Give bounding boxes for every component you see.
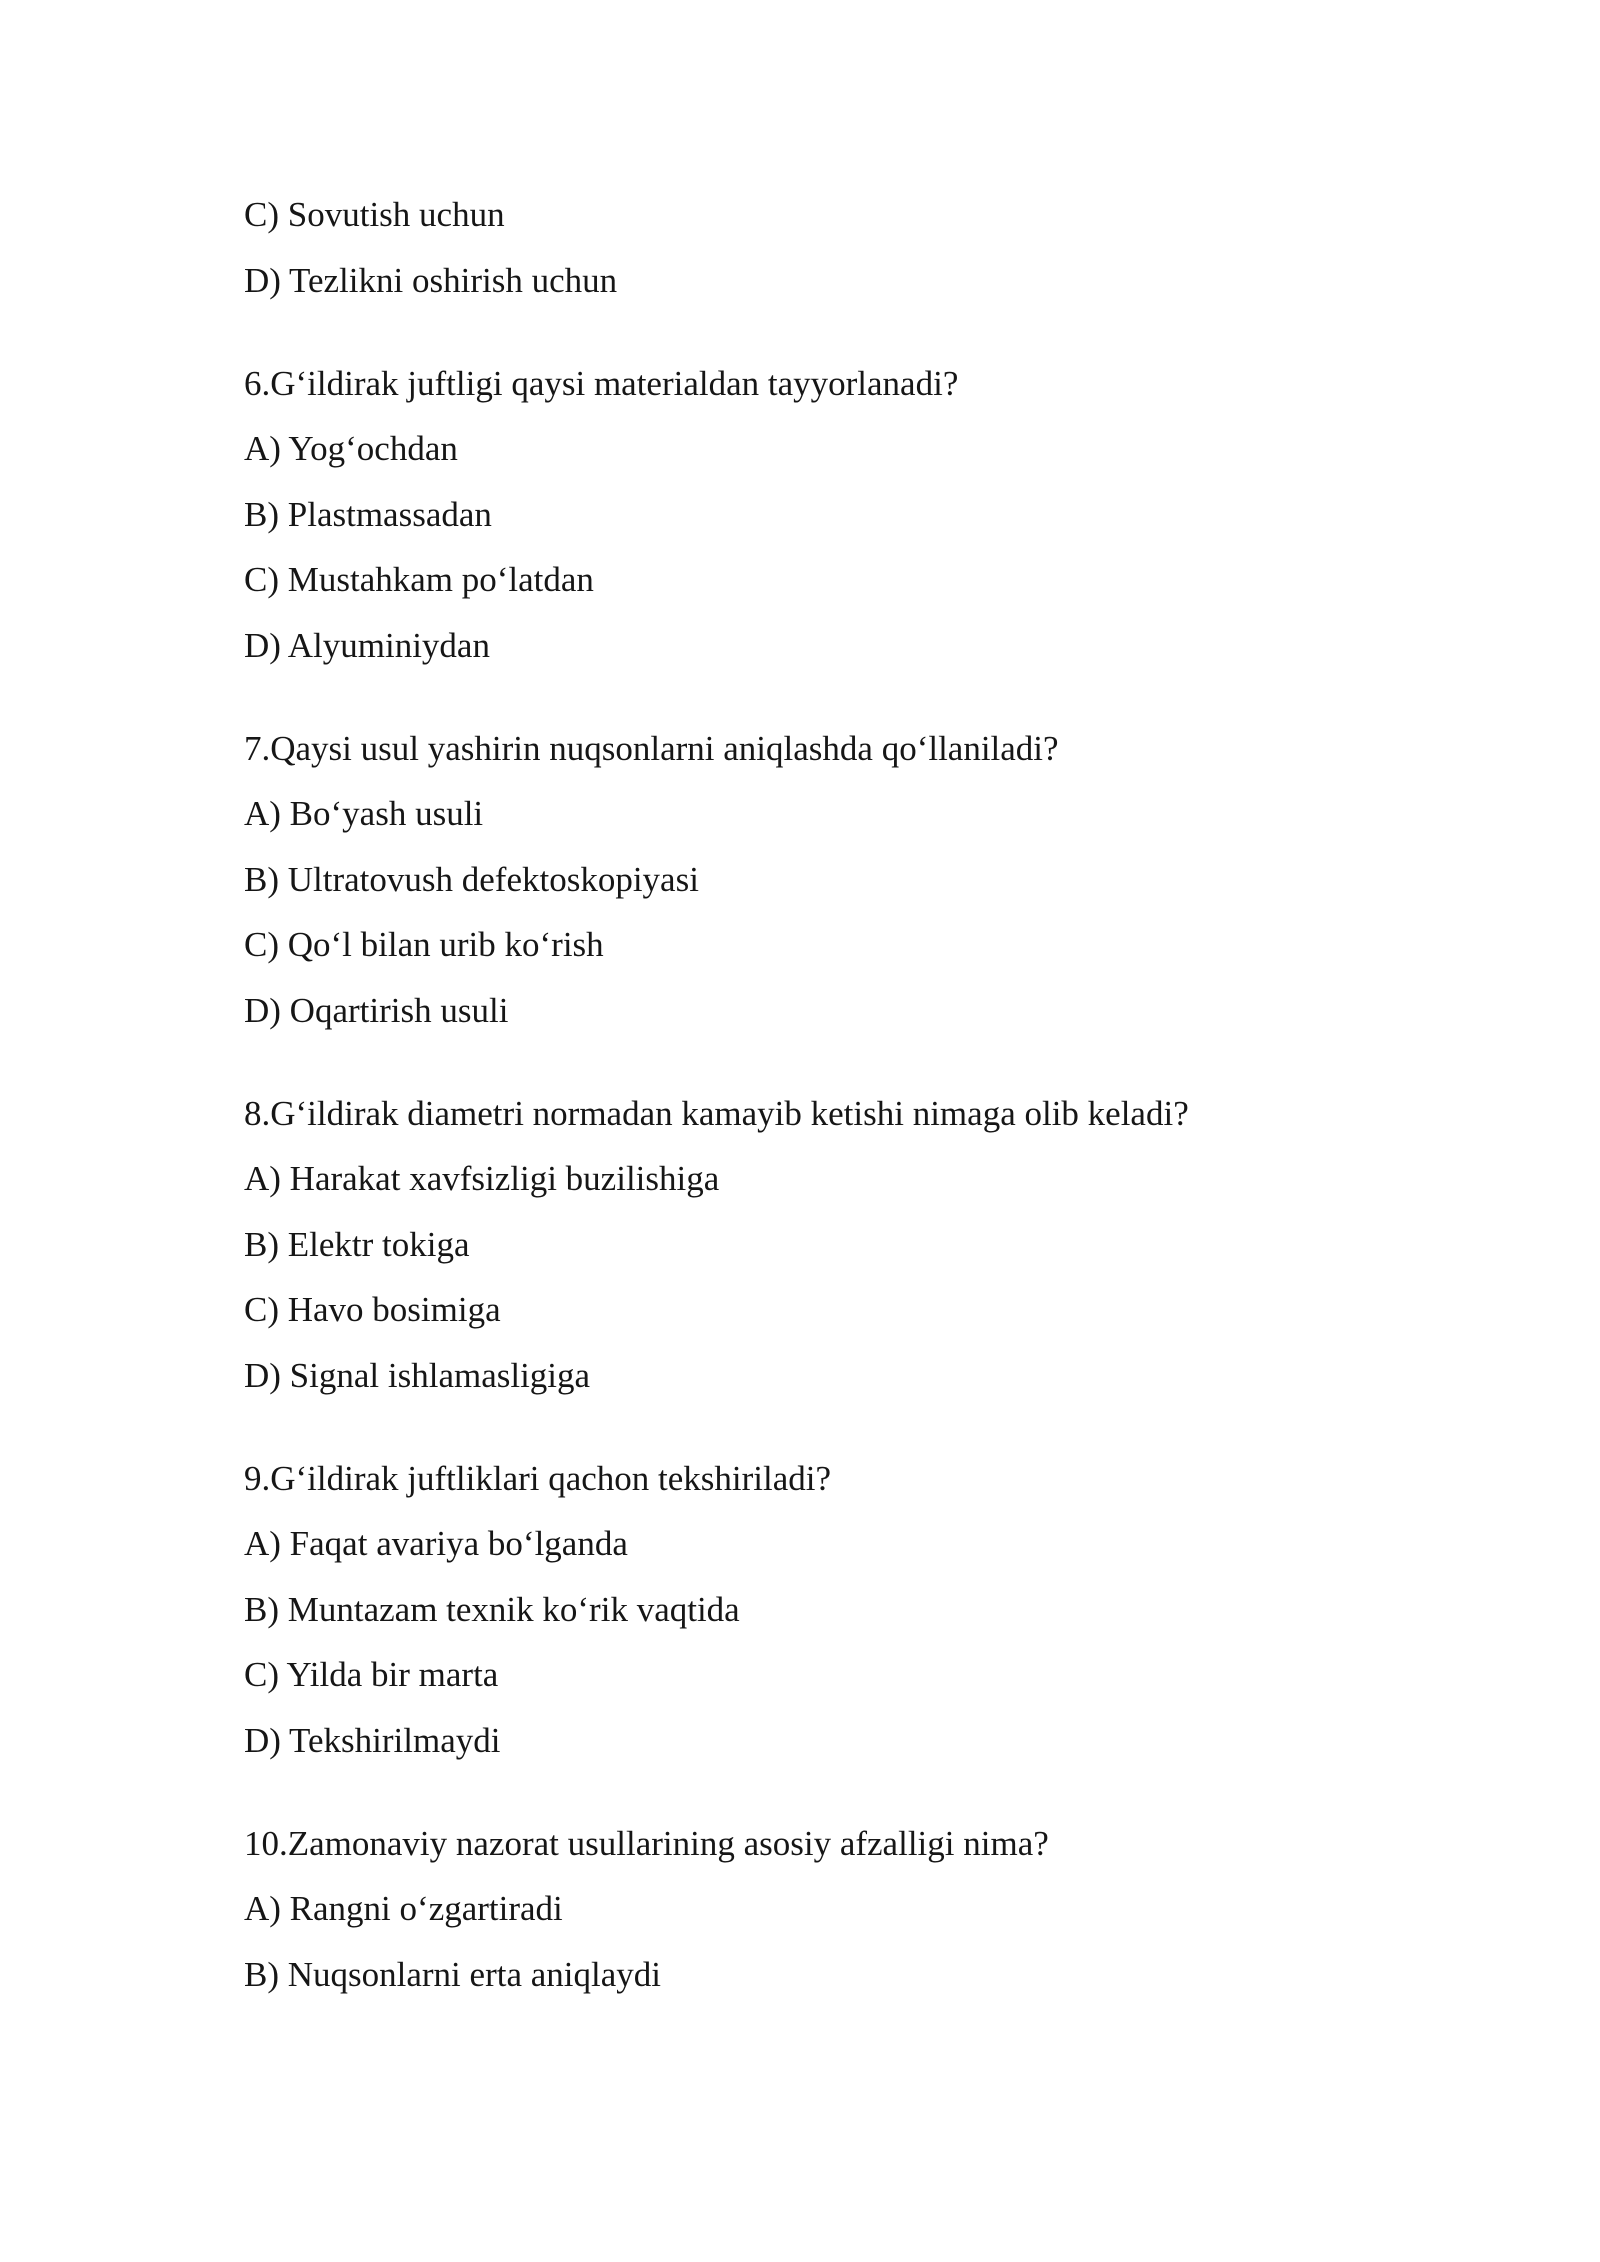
option-c: C) Yilda bir marta [244, 1655, 499, 1694]
option-d: D) Oqartirish usuli [244, 990, 509, 1030]
option-a: A) Bo‘yash usuli [244, 794, 484, 833]
question-9-block [244, 1446, 1600, 1774]
option-b: B) Muntazam texnik ko‘rik vaqtida [244, 1589, 740, 1629]
option-d: D) Tezlikni oshirish uchun [244, 260, 618, 300]
question-7-block [244, 716, 1600, 1044]
option-b: B) Nuqsonlarni erta aniqlaydi [244, 1954, 661, 1994]
question-6-block [244, 351, 1600, 679]
option-a: A) Yog‘ochdan [244, 429, 458, 468]
question-7-text: 7.Qaysi usul yashirin nuqsonlarni aniqlashda qo‘llaniladi? [244, 728, 1059, 768]
option-b: B) Elektr tokiga [244, 1224, 470, 1264]
option-a: A) Faqat avariya bo‘lganda [244, 1524, 628, 1563]
question-8-text: 8.G‘ildirak diametri normadan kamayib ketishi nimaga olib keladi? [244, 1093, 1189, 1133]
option-a: A) Harakat xavfsizligi buzilishiga [244, 1159, 720, 1198]
option-a: A) Rangni o‘zgartiradi [244, 1889, 563, 1928]
option-b: B) Ultratovush defektoskopiyasi [244, 859, 699, 899]
question-6-text: 6.G‘ildirak juftligi qaysi materialdan tayyorlanadi? [244, 363, 959, 403]
option-c: C) Havo bosimiga [244, 1290, 501, 1329]
question-10-text: 10.Zamonaviy nazorat usullarining asosiy afzalligi nima? [244, 1823, 1049, 1863]
option-c: C) Sovutish uchun [244, 195, 505, 234]
option-b: B) Plastmassadan [244, 494, 492, 534]
question-9-text: 9.G‘ildirak juftliklari qachon tekshiriladi? [244, 1458, 832, 1498]
continued-options-block [244, 182, 1600, 313]
question-10-block [244, 1811, 1600, 2008]
option-d: D) Tekshirilmaydi [244, 1720, 501, 1760]
option-c: C) Mustahkam po‘latdan [244, 560, 594, 599]
option-d: D) Signal ishlamasligiga [244, 1355, 591, 1395]
question-8-block [244, 1081, 1600, 1409]
option-d: D) Alyuminiydan [244, 625, 490, 665]
option-c: C) Qo‘l bilan urib ko‘rish [244, 925, 604, 964]
